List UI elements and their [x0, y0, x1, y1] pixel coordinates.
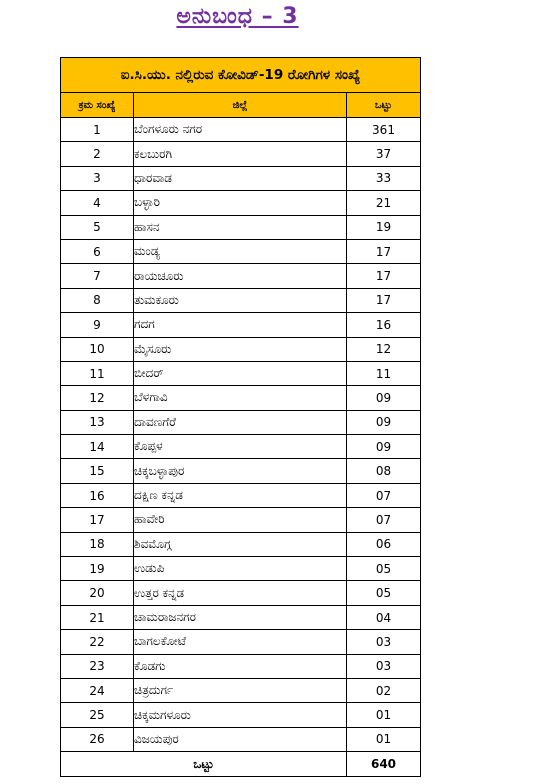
row-district: ಬೆಳಗಾವಿ — [134, 386, 347, 410]
row-count: 09 — [347, 410, 421, 434]
row-serial: 13 — [61, 410, 134, 434]
table-row — [61, 191, 421, 215]
table-row — [61, 142, 421, 166]
row-district: ಉತ್ತರ ಕನ್ನಡ — [134, 581, 347, 605]
table-row — [61, 313, 421, 337]
row-serial: 15 — [61, 459, 134, 483]
row-count: 33 — [347, 166, 421, 190]
row-serial: 22 — [61, 630, 134, 654]
table-row — [61, 630, 421, 654]
row-district: ರಾಯಚೂರು — [134, 264, 347, 288]
row-count: 06 — [347, 532, 421, 556]
row-district: ಕಲಬುರಗಿ — [134, 142, 347, 166]
row-count: 361 — [347, 118, 421, 142]
row-count: 17 — [347, 264, 421, 288]
row-count: 05 — [347, 581, 421, 605]
row-district: ದಾವಣಗೆರೆ — [134, 410, 347, 434]
table-row — [61, 215, 421, 239]
row-count: 19 — [347, 215, 421, 239]
row-district: ವಿಜಯಪುರ — [134, 727, 347, 751]
table-row — [61, 361, 421, 385]
total-row — [61, 752, 421, 777]
table-row — [61, 508, 421, 532]
row-district: ಹಾವೇರಿ — [134, 508, 347, 532]
row-serial: 21 — [61, 605, 134, 629]
row-count: 17 — [347, 288, 421, 312]
table-row — [61, 166, 421, 190]
row-serial: 23 — [61, 654, 134, 678]
row-district: ಶಿವಮೊಗ್ಗ — [134, 532, 347, 556]
row-count: 07 — [347, 483, 421, 507]
row-district: ಕೊಡಗು — [134, 654, 347, 678]
total-value: 640 — [347, 752, 421, 777]
row-district: ಚಾಮರಾಜನಗರ — [134, 605, 347, 629]
table-row — [61, 288, 421, 312]
table-row — [61, 239, 421, 263]
table-row — [61, 459, 421, 483]
row-serial: 1 — [61, 118, 134, 142]
row-serial: 26 — [61, 727, 134, 751]
row-count: 04 — [347, 605, 421, 629]
row-district: ಧಾರವಾಡ — [134, 166, 347, 190]
row-count: 08 — [347, 459, 421, 483]
row-serial: 6 — [61, 239, 134, 263]
row-district: ಮೈಸೂರು — [134, 337, 347, 361]
row-serial: 8 — [61, 288, 134, 312]
row-serial: 11 — [61, 361, 134, 385]
row-district: ಬಾಗಲಕೋಟೆ — [134, 630, 347, 654]
row-serial: 20 — [61, 581, 134, 605]
row-count: 16 — [347, 313, 421, 337]
row-serial: 7 — [61, 264, 134, 288]
row-district: ತುಮಕೂರು — [134, 288, 347, 312]
header-district: ಜಿಲ್ಲೆ — [134, 93, 347, 118]
row-count: 12 — [347, 337, 421, 361]
row-district: ಬೀದರ್ — [134, 361, 347, 385]
table-row — [61, 654, 421, 678]
table-row — [61, 605, 421, 629]
row-district: ಹಾಸನ — [134, 215, 347, 239]
row-district: ಕೊಪ್ಪಳ — [134, 435, 347, 459]
row-district: ದಕ್ಷಿಣ ಕನ್ನಡ — [134, 483, 347, 507]
table-row — [61, 557, 421, 581]
table-row — [61, 337, 421, 361]
row-serial: 17 — [61, 508, 134, 532]
row-count: 11 — [347, 361, 421, 385]
row-count: 02 — [347, 678, 421, 702]
row-serial: 14 — [61, 435, 134, 459]
table-row — [61, 727, 421, 751]
row-serial: 19 — [61, 557, 134, 581]
row-count: 09 — [347, 386, 421, 410]
table-row — [61, 435, 421, 459]
row-count: 01 — [347, 727, 421, 751]
row-district: ಬೆಂಗಳೂರು ನಗರ — [134, 118, 347, 142]
row-serial: 12 — [61, 386, 134, 410]
row-district: ಗದಗ — [134, 313, 347, 337]
row-district: ಮಂಡ್ಯ — [134, 239, 347, 263]
row-district: ಬಳ್ಳಾರಿ — [134, 191, 347, 215]
row-district: ಚಿಕ್ಕಮಗಳೂರು — [134, 703, 347, 727]
row-district: ಉಡುಪಿ — [134, 557, 347, 581]
row-serial: 2 — [61, 142, 134, 166]
row-count: 03 — [347, 654, 421, 678]
row-serial: 16 — [61, 483, 134, 507]
row-district: ಚಿತ್ರದುರ್ಗ — [134, 678, 347, 702]
row-count: 01 — [347, 703, 421, 727]
row-serial: 9 — [61, 313, 134, 337]
table-title-row — [61, 58, 421, 93]
row-count: 05 — [347, 557, 421, 581]
table-row — [61, 483, 421, 507]
header-total: ಒಟ್ಟು — [347, 93, 421, 118]
row-serial: 10 — [61, 337, 134, 361]
table-header-row — [61, 93, 421, 118]
row-serial: 25 — [61, 703, 134, 727]
row-serial: 5 — [61, 215, 134, 239]
row-serial: 24 — [61, 678, 134, 702]
table-row — [61, 678, 421, 702]
row-district: ಚಿಕ್ಕಬಳ್ಳಾಪುರ — [134, 459, 347, 483]
row-count: 17 — [347, 239, 421, 263]
annex-title: ಅನುಬಂಧ – 3 — [176, 4, 299, 29]
table-row — [61, 532, 421, 556]
header-serial: ಕ್ರಮ ಸಂಖ್ಯೆ — [61, 93, 134, 118]
row-count: 37 — [347, 142, 421, 166]
row-serial: 4 — [61, 191, 134, 215]
table-body — [61, 118, 421, 752]
icu-patients-table — [60, 57, 421, 777]
row-count: 09 — [347, 435, 421, 459]
row-count: 03 — [347, 630, 421, 654]
table-title: ಐ.ಸಿ.ಯು. ನಲ್ಲಿರುವ ಕೋವಿಡ್-19 ರೋಗಿಗಳ ಸಂಖ್ಯೆ — [61, 58, 421, 93]
table-row — [61, 703, 421, 727]
table-row — [61, 264, 421, 288]
row-count: 07 — [347, 508, 421, 532]
table-row — [61, 118, 421, 142]
total-label: ಒಟ್ಟು — [61, 752, 347, 777]
table-row — [61, 581, 421, 605]
table-row — [61, 410, 421, 434]
table-row — [61, 386, 421, 410]
row-count: 21 — [347, 191, 421, 215]
row-serial: 18 — [61, 532, 134, 556]
row-serial: 3 — [61, 166, 134, 190]
